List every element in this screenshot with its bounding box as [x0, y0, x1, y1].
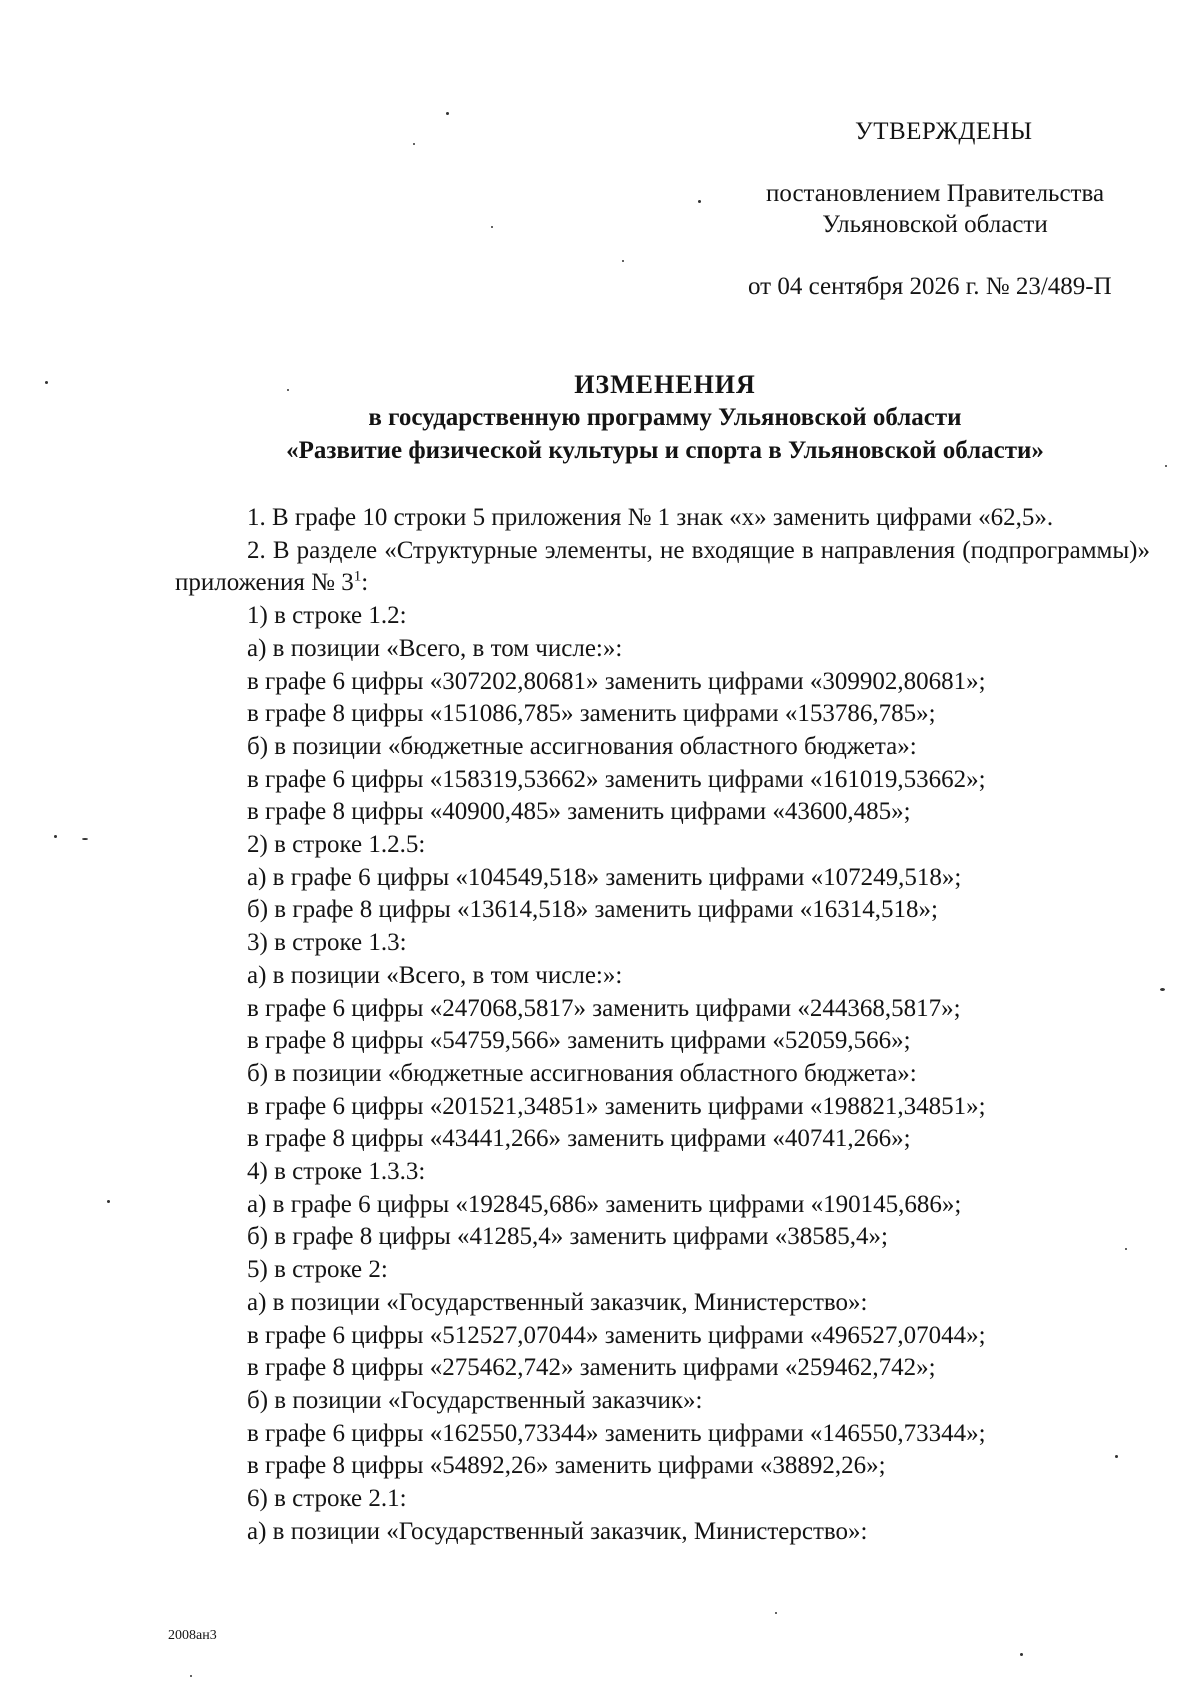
scan-speck: [698, 200, 701, 203]
scan-speck: [1020, 1653, 1023, 1656]
scan-speck: [45, 381, 48, 384]
amendment-line: б) в графе 8 цифры «13614,518» заменить цифрами «16314,518»;: [247, 896, 938, 924]
amendment-line: а) в позиции «Государственный заказчик, Министерство»:: [247, 1517, 868, 1545]
amendment-line: б) в позиции «Государственный заказчик»:: [247, 1386, 703, 1414]
scan-speck: [1165, 465, 1167, 467]
amendment-line: б) в позиции «бюджетные ассигнования областного бюджета»:: [247, 1059, 917, 1087]
scan-speck: [491, 226, 493, 228]
decree-line-2: Ульяновской области: [822, 211, 1048, 238]
title-line-3: «Развитие физической культуры и спорта в Ульяновской области»: [286, 437, 1044, 464]
scan-speck: [775, 1612, 777, 1614]
amendment-line: а) в графе 6 цифры «192845,686» заменить цифрами «190145,686»;: [247, 1190, 962, 1218]
scan-speck: [413, 143, 415, 145]
title-line-2: в государственную программу Ульяновской области: [368, 404, 962, 431]
amendment-line: 3) в строке 1.3:: [247, 929, 407, 957]
amendment-line: 1) в строке 1.2:: [247, 602, 407, 630]
amendment-line: в графе 8 цифры «54892,26» заменить цифрами «38892,26»;: [247, 1452, 886, 1480]
paragraph-2-text: 2. В разделе «Структурные элементы, не входящие в направления (подпрограммы)» приложения № 3: [175, 536, 1150, 597]
amendment-line: в графе 8 цифры «43441,266» заменить цифрами «40741,266»;: [247, 1125, 911, 1153]
amendment-line: в графе 8 цифры «54759,566» заменить цифрами «52059,566»;: [247, 1027, 911, 1055]
scan-speck: [1115, 1455, 1118, 1458]
amendment-line: в графе 6 цифры «158319,53662» заменить цифрами «161019,53662»;: [247, 765, 986, 793]
approved-heading: УТВЕРЖДЕНЫ: [855, 118, 1033, 145]
scan-speck: [190, 1675, 192, 1677]
decree-line-1: постановлением Правительства: [765, 180, 1105, 207]
amendment-line: в графе 6 цифры «307202,80681» заменить цифрами «309902,80681»;: [247, 667, 986, 695]
amendment-line: 5) в строке 2:: [247, 1256, 388, 1284]
footer-code: 2008ан3: [168, 1628, 217, 1643]
scan-speck: [622, 260, 624, 262]
decree-reference: [700, 178, 1170, 240]
scan-speck: [1160, 988, 1165, 991]
amendment-line: а) в позиции «Государственный заказчик, Министерство»:: [247, 1288, 868, 1316]
scan-speck: [82, 838, 88, 840]
amendment-line: а) в графе 6 цифры «104549,518» заменить цифрами «107249,518»;: [247, 863, 962, 891]
scan-speck: [287, 389, 289, 391]
amendment-line: в графе 8 цифры «151086,785» заменить цифрами «153786,785»;: [247, 700, 936, 728]
paragraph-2-superscript: 1: [353, 569, 362, 586]
amendment-line: в графе 8 цифры «40900,485» заменить цифрами «43600,485»;: [247, 798, 911, 826]
amendment-line: в графе 6 цифры «247068,5817» заменить цифрами «244368,5817»;: [247, 994, 961, 1022]
document-title: [200, 368, 1130, 467]
amendment-line: а) в позиции «Всего, в том числе:»:: [247, 634, 623, 662]
amendment-line: б) в графе 8 цифры «41285,4» заменить цифрами «38585,4»;: [247, 1223, 888, 1251]
scan-speck: [54, 835, 57, 838]
decree-date: от 04 сентября 2026 г. № 23/489-П: [748, 273, 1112, 300]
scan-speck: [1125, 1248, 1127, 1250]
paragraph-2-end: :: [361, 569, 369, 597]
amendment-line: а) в позиции «Всего, в том числе:»:: [247, 961, 623, 989]
amendment-line: в графе 6 цифры «162550,73344» заменить цифрами «146550,73344»;: [247, 1419, 986, 1447]
amendment-line: в графе 6 цифры «512527,07044» заменить цифрами «496527,07044»;: [247, 1321, 986, 1349]
amendment-line: б) в позиции «бюджетные ассигнования областного бюджета»:: [247, 732, 917, 760]
title-main: ИЗМЕНЕНИЯ: [574, 370, 756, 399]
amendment-line: 2) в строке 1.2.5:: [247, 831, 426, 859]
paragraph-2: [175, 535, 1150, 600]
document-body: [175, 502, 1150, 1549]
scan-speck: [446, 112, 449, 115]
scan-speck: [107, 1200, 110, 1203]
amendment-line: в графе 6 цифры «201521,34851» заменить цифрами «198821,34851»;: [247, 1092, 986, 1120]
amendment-line: 6) в строке 2.1:: [247, 1485, 407, 1513]
amendment-line: 4) в строке 1.3.3:: [247, 1158, 426, 1186]
paragraph-1: 1. В графе 10 строки 5 приложения № 1 знак «х» заменить цифрами «62,5».: [247, 504, 1054, 531]
amendment-line: в графе 8 цифры «275462,742» заменить цифрами «259462,742»;: [247, 1354, 936, 1382]
